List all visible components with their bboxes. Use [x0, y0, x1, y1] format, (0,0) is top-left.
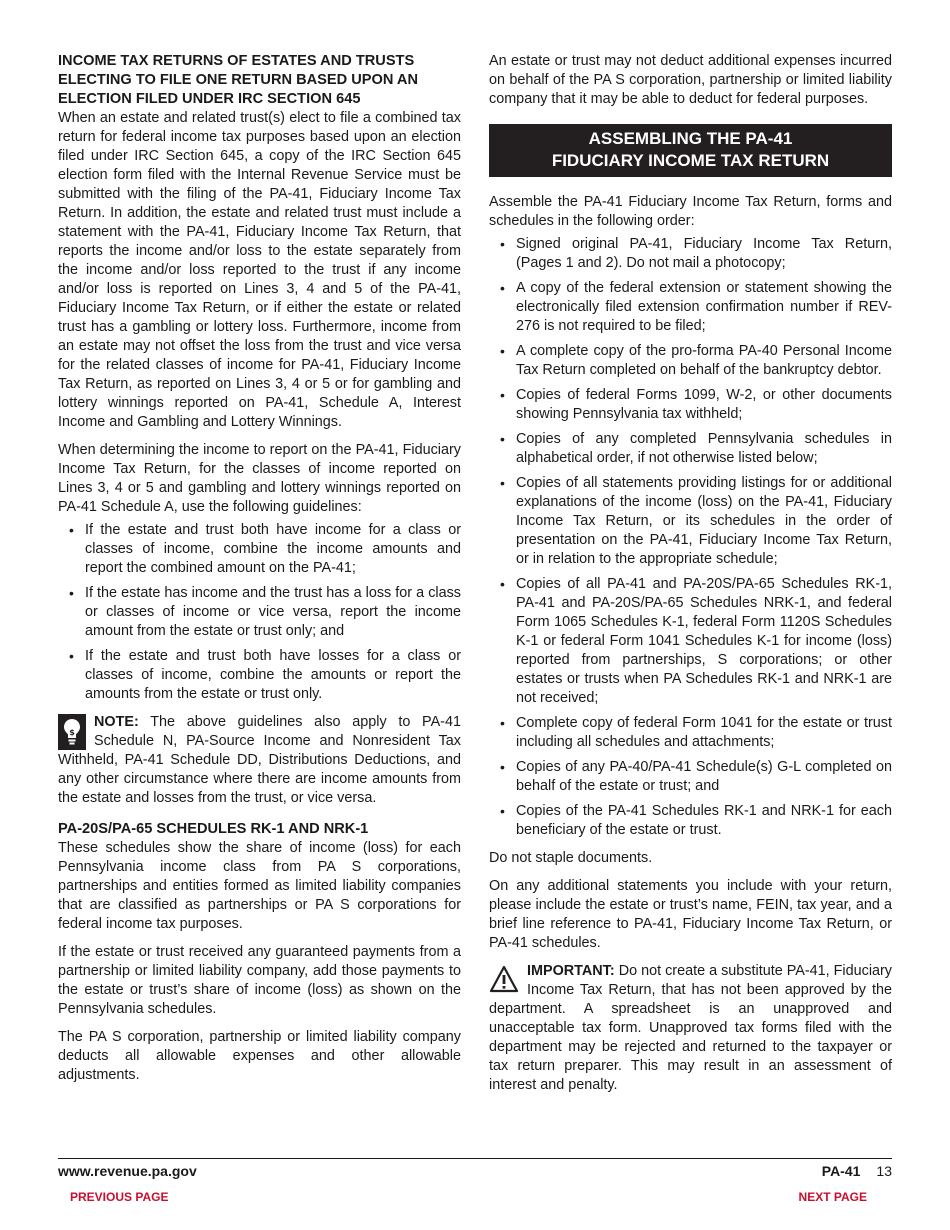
section-heading-estates-trusts: INCOME TAX RETURNS OF ESTATES AND TRUSTS ELECTING TO FILE ONE RETURN BASED UPON AN ELECTION FILED UNDER IRC SECTION 645 [58, 53, 418, 107]
paragraph: Assemble the PA-41 Fiduciary Income Tax Return, forms and schedules in the following order: [489, 194, 892, 229]
list-item: • If the estate and trust both have income for a class or classes of income, combine the income amounts and report the combined amount on the PA-41; [58, 521, 461, 578]
paragraph: On any additional statements you include with your return, please include the estate or trust’s name, FEIN, tax year, and a brief line reference to PA-41, Fiduciary Income Tax Return, or PA-41 schedules. [489, 878, 892, 951]
page-identifier [822, 1163, 892, 1179]
note-text: The above guidelines also apply to PA-41 Schedule N, PA-Source Income and Nonresident Tax Withheld, PA-41 Schedule DD, Distributions Deductions, and any other circumstance where there are income amounts from the estate and losses from the trust, or vice versa. [58, 714, 461, 806]
important-box [489, 962, 892, 1095]
paragraph: Do not staple documents. [489, 850, 653, 866]
section-heading-rk1-nrk1: PA-20S/PA-65 SCHEDULES RK-1 AND NRK-1 [58, 821, 369, 837]
list-item: • Signed original PA-41, Fiduciary Income Tax Return, (Pages 1 and 2). Do not mail a photocopy; [489, 235, 892, 273]
paragraph: The PA S corporation, partnership or limited liability company deducts all allowable expenses and other allowable adjustments. [58, 1029, 461, 1083]
right-column [489, 52, 892, 1104]
svg-text:$: $ [69, 728, 75, 737]
list-item: • Copies of all PA-41 and PA-20S/PA-65 Schedules RK-1, PA-41 and PA-20S/PA-65 Schedules NRK-1, and federal Form 1065 Schedules K-1, federal Form 1120S Schedules K-1 or federal Form 1041 Schedules K-1 for income (loss) reported from partnerships, S corporations; or other estates or trusts when PA Schedules RK-1 and NRK-1 are not received; [489, 575, 892, 708]
list-item: • Copies of federal Forms 1099, W-2, or other documents showing Pennsylvania tax withheld; [489, 386, 892, 424]
page-footer [58, 1158, 892, 1179]
page-number: 13 [876, 1163, 892, 1179]
note-label: NOTE: [94, 714, 139, 730]
list-item: • Copies of all statements providing listings for or additional explanations of the income (loss) on the PA-41, Fiduciary Income Tax Return, or its schedules in the order of presentation on the PA-41, Fiduciary Income Tax Return, or in relation to the appropriate schedule; [489, 474, 892, 569]
list-item: • A complete copy of the pro-forma PA-40 Personal Income Tax Return completed on behalf of the bankruptcy debtor. [489, 342, 892, 380]
important-text: Do not create a substitute PA-41, Fiduciary Income Tax Return, that has not been approved by the department. A spreadsheet is an unapproved and unacceptable tax form. Unapproved tax forms filed with the department may be rejected and returned to the taxpayer or tax return preparer. This may result in an assessment of interest and penalty. [489, 963, 893, 1093]
guidelines-list [58, 521, 461, 704]
important-label: IMPORTANT: [527, 963, 615, 979]
list-item: • A copy of the federal extension or statement showing the electronically filed extension confirmation number if REV-276 is not required to be filed; [489, 279, 892, 336]
assembly-order-list [489, 235, 892, 840]
warning-icon [489, 964, 519, 994]
paragraph: If the estate or trust received any guaranteed payments from a partnership or limited liability company, add those payments to the estate or trust’s share of income (loss) as shown on the Pennsylvania schedules. [58, 944, 461, 1017]
list-item: • If the estate and trust both have losses for a class or classes of income, combine the amounts or report the amounts from the estate or trust only. [58, 647, 461, 704]
website-url[interactable]: www.revenue.pa.gov [58, 1163, 197, 1179]
next-page-link[interactable]: NEXT PAGE [798, 1190, 867, 1204]
left-column [58, 52, 461, 1094]
form-name: PA-41 [821, 1163, 861, 1179]
list-item: • Copies of the PA-41 Schedules RK-1 and NRK-1 for each beneficiary of the estate or trust. [489, 802, 892, 840]
note-box [58, 713, 461, 808]
paragraph: When determining the income to report on the PA-41, Fiduciary Income Tax Return, for the classes of income reported on Lines 3, 4 or 5 and gambling and lottery winnings reported on PA-41 Schedule A, use the following guidelines: [58, 442, 461, 515]
list-item: • If the estate has income and the trust has a loss for a class or classes of income or vice versa, report the income amount from the estate or trust only; and [58, 584, 461, 641]
banner-line: ASSEMBLING THE PA-41 [588, 129, 793, 148]
previous-page-link[interactable]: PREVIOUS PAGE [70, 1190, 169, 1204]
banner-line: FIDUCIARY INCOME TAX RETURN [551, 151, 830, 170]
list-item: • Copies of any PA-40/PA-41 Schedule(s) G-L completed on behalf of the estate or trust; and [489, 758, 892, 796]
lightbulb-icon [58, 714, 86, 750]
paragraph: An estate or trust may not deduct additional expenses incurred on behalf of the PA S corporation, partnership or limited liability company that it may be able to deduct for federal purposes. [489, 53, 892, 107]
list-item: • Copies of any completed Pennsylvania schedules in alphabetical order, if not otherwise listed below; [489, 430, 892, 468]
paragraph: When an estate and related trust(s) elect to file a combined tax return for federal income tax purposes based upon an election filed under IRC Section 645, a copy of the IRC Section 645 election form filed with the Internal Revenue Service must be submitted with the filing of the PA-41, Fiduciary Income Tax Return. In addition, the estate and related trust must include a statement with the PA-41, Fiduciary Income Tax Return, that reports the income and/or loss to the estate separately from the income and/or loss reported to the trust if any income and/or loss is reported on Lines 3, 4 and 5 of the PA-41, Fiduciary Income Tax Return, or if either the estate or related trust has a gambling or lottery loss. Furthermore, income from an estate may not offset the loss from the trust and vice versa for the related classes of income for PA-41, Fiduciary Income Tax Return, as reported on Lines 3, 4 or 5 or for gambling and lottery winnings reported on PA-41, Schedule A, Interest Income and Gambling and Lottery Winnings. [58, 110, 461, 430]
paragraph: These schedules show the share of income (loss) for each Pennsylvania income class from PA S corporations, partnerships and entities formed as limited liability companies that are classified as partnerships or PA S corporations for federal income tax purposes. [58, 840, 461, 932]
list-item: • Complete copy of federal Form 1041 for the estate or trust including all schedules and attachments; [489, 714, 892, 752]
section-banner [489, 124, 892, 177]
